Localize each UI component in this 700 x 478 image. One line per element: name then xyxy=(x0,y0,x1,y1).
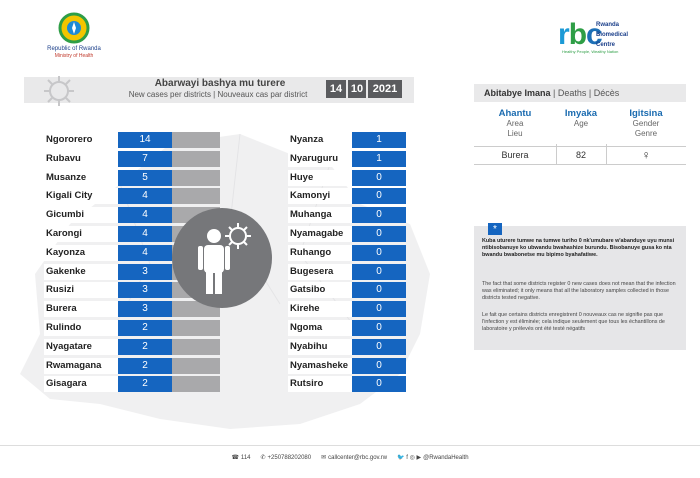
district-row xyxy=(44,339,172,355)
district-case-count: 4 xyxy=(118,245,172,261)
district-case-count: 0 xyxy=(352,170,406,186)
district-name: Rubavu xyxy=(44,151,120,167)
district-row xyxy=(288,226,406,242)
district-row xyxy=(288,170,406,186)
social-icons: 🐦 f ◎ ▶ xyxy=(397,455,422,461)
district-case-count: 4 xyxy=(118,207,172,223)
district-name: Nyamasheke xyxy=(288,358,364,374)
title-en-fr: New cases per districts | Nouveaux cas par district xyxy=(128,90,308,99)
district-name: Huye xyxy=(288,170,364,186)
district-name: Kamonyi xyxy=(288,188,364,204)
district-row xyxy=(288,301,406,317)
district-row xyxy=(44,264,172,280)
note-french: Le fait que certains districts enregistrent 0 nouveaux cas ne signifie pas que l'infection y est éliminée; cela indique seulement que tous les échantillons de laboratoire y prélevés ont été testé négatifs xyxy=(482,312,665,332)
district-name: Nyagatare xyxy=(44,339,120,355)
district-row xyxy=(44,207,172,223)
deaths-col-area: Ahantu Area Lieu xyxy=(498,108,532,138)
district-row xyxy=(44,151,172,167)
rbc-name: Rwanda Biomedical Centre xyxy=(596,22,629,48)
rbc-tagline: Healthy People, Wealthy Nation xyxy=(562,49,619,54)
district-row xyxy=(288,282,406,298)
district-name: Kigali City xyxy=(44,188,120,204)
title-kinyarwanda: Abarwayi bashya mu turere xyxy=(154,78,286,89)
rbc-logo: rbc xyxy=(558,18,602,51)
district-name: Nyaruguru xyxy=(288,151,364,167)
district-row xyxy=(288,320,406,336)
district-name: Gakenke xyxy=(44,264,120,280)
district-row xyxy=(44,301,172,317)
district-row xyxy=(288,132,406,148)
death-age: 82 xyxy=(575,150,586,160)
whatsapp-icon: ✆ xyxy=(260,455,266,461)
district-name: Rulindo xyxy=(44,320,120,336)
district-name: Bugesera xyxy=(288,264,364,280)
district-case-count: 4 xyxy=(118,226,172,242)
district-case-count: 2 xyxy=(118,320,172,336)
district-row xyxy=(44,132,172,148)
footer-email[interactable]: ✉ callcenter@rbc.gov.rw xyxy=(321,451,387,465)
district-row xyxy=(44,320,172,336)
district-name: Rusizi xyxy=(44,282,120,298)
district-name: Nyamagabe xyxy=(288,226,364,242)
district-case-count: 0 xyxy=(352,188,406,204)
district-case-count: 0 xyxy=(352,376,406,392)
district-name: Nyanza xyxy=(288,132,364,148)
footer-divider xyxy=(0,445,700,446)
deaths-divider xyxy=(474,146,686,147)
district-case-count: 0 xyxy=(352,245,406,261)
asterisk-icon: * xyxy=(488,223,502,235)
district-name: Rwamagana xyxy=(44,358,120,374)
district-case-count: 0 xyxy=(352,301,406,317)
deaths-bottom-line xyxy=(474,164,686,165)
district-case-count: 3 xyxy=(118,282,172,298)
district-case-count: 14 xyxy=(118,132,172,148)
footer-hotline: ☎ 114 xyxy=(231,451,250,465)
virus-icon xyxy=(42,74,76,108)
date-month: 10 xyxy=(348,80,366,98)
note-english: The fact that some districts register 0 new cases does not mean that the infection was eliminated; it only means that all the laboratory samples collected in those districts tested negative. xyxy=(482,281,676,301)
district-case-count: 2 xyxy=(118,376,172,392)
district-row xyxy=(288,339,406,355)
district-case-count: 2 xyxy=(118,339,172,355)
date-year: 2021 xyxy=(368,80,402,98)
district-row xyxy=(288,376,406,392)
deaths-col-gender: Igitsina Gender Genre xyxy=(629,108,663,138)
district-case-count: 0 xyxy=(352,358,406,374)
district-name: Gisagara xyxy=(44,376,120,392)
footer xyxy=(0,451,700,465)
email-icon: ✉ xyxy=(321,455,327,461)
phone-icon: ☎ xyxy=(231,455,239,461)
footer-social[interactable]: 🐦 f ◎ ▶ @RwandaHealth xyxy=(397,451,468,465)
district-name: Gicumbi xyxy=(44,207,120,223)
district-name: Ruhango xyxy=(288,245,364,261)
district-name: Musanze xyxy=(44,170,120,186)
district-name: Burera xyxy=(44,301,120,317)
deaths-col-age: Imyaka Age xyxy=(564,108,598,128)
person-icon xyxy=(172,208,272,308)
district-name: Karongi xyxy=(44,226,120,242)
district-row xyxy=(288,245,406,261)
female-icon: ♀ xyxy=(641,148,651,162)
district-row xyxy=(44,188,172,204)
district-row xyxy=(288,358,406,374)
district-row xyxy=(288,188,406,204)
district-row xyxy=(288,207,406,223)
district-case-count: 0 xyxy=(352,339,406,355)
footer-phone: ✆ +250788202080 xyxy=(261,451,312,465)
district-row xyxy=(288,264,406,280)
district-case-count: 2 xyxy=(118,358,172,374)
district-case-count: 7 xyxy=(118,151,172,167)
district-row xyxy=(44,226,172,242)
district-case-count: 0 xyxy=(352,282,406,298)
district-case-count: 0 xyxy=(352,207,406,223)
deaths-header: Abitabye Imana | Deaths | Décès xyxy=(474,84,686,102)
district-row xyxy=(44,376,172,392)
district-row xyxy=(44,170,172,186)
ministry-name: Ministry of Health xyxy=(54,53,94,59)
date-day: 14 xyxy=(326,80,346,98)
district-name: Ngoma xyxy=(288,320,364,336)
district-case-count: 4 xyxy=(118,188,172,204)
district-case-count: 0 xyxy=(352,320,406,336)
rwanda-coat-of-arms-icon xyxy=(58,12,90,44)
district-name: Gatsibo xyxy=(288,282,364,298)
district-case-count: 3 xyxy=(118,301,172,317)
district-name: Ngororero xyxy=(44,132,120,148)
district-case-count: 1 xyxy=(352,151,406,167)
district-name: Rutsiro xyxy=(288,376,364,392)
district-name: Muhanga xyxy=(288,207,364,223)
district-name: Kirehe xyxy=(288,301,364,317)
republic-name: Republic of Rwanda xyxy=(47,46,101,52)
district-name: Nyabihu xyxy=(288,339,364,355)
note-kinyarwanda: Kuba uturere tumwe na tumwe turiho 0 nk'umubare w'abanduye uyu munsi ntibisobanuye ko ubwandu bwahashize burundu. Bisobanuye gusa ko nta bwandu bwabonetse mu bipimo byahafatiwe. xyxy=(482,238,675,258)
district-name: Kayonza xyxy=(44,245,120,261)
district-row xyxy=(44,245,172,261)
district-row xyxy=(288,151,406,167)
district-case-count: 0 xyxy=(352,226,406,242)
district-case-count: 3 xyxy=(118,264,172,280)
district-row xyxy=(44,282,172,298)
district-case-count: 1 xyxy=(352,132,406,148)
note-box xyxy=(474,226,686,350)
district-row xyxy=(44,358,172,374)
district-case-count: 5 xyxy=(118,170,172,186)
district-case-count: 0 xyxy=(352,264,406,280)
death-area: Burera xyxy=(501,150,529,160)
